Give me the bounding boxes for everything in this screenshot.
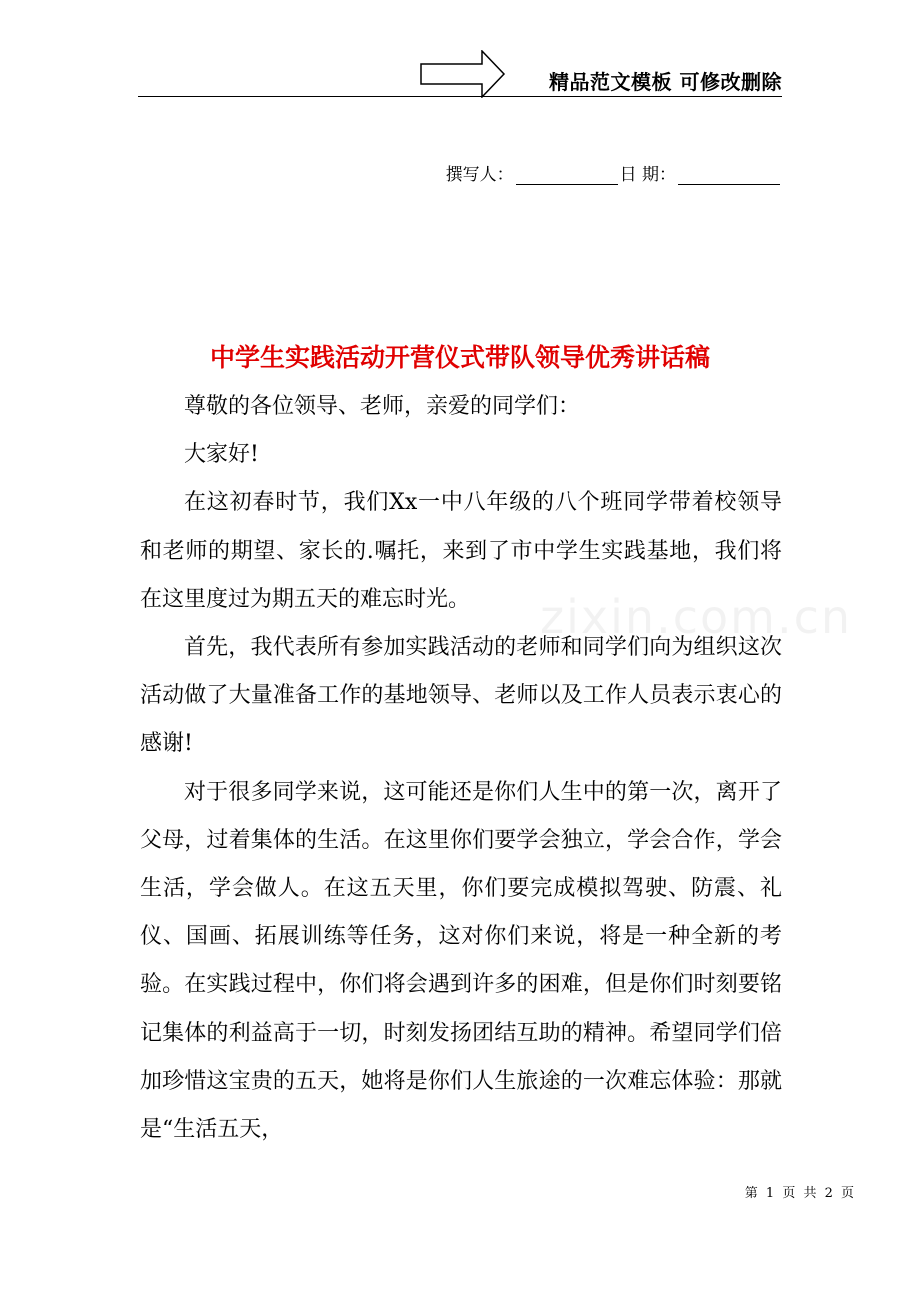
paragraph-intro: 在这初春时节，我们Xx一中八年级的八个班同学带着校领导和老师的期望、家长的.嘱托，来到了市中学生实践基地，我们将在这里度过为期五天的难忘时光。 [140, 490, 782, 612]
watermark: zixin.com.cn [540, 590, 853, 644]
author-label: 撰写人： [445, 165, 514, 185]
meta-line [446, 160, 782, 185]
paragraph-thanks: 首先，我代表所有参加实践活动的老师和同学们向为组织这次活动做了大量准备工作的基地领导、老师以及工作人员表示衷心的感谢! [140, 635, 782, 757]
date-label: 日 期： [619, 165, 676, 185]
header-banner: 精品范文模板 可修改删除 [549, 70, 782, 94]
paragraph-greeting: 尊敬的各位领导、老师，亲爱的同学们： [184, 394, 581, 419]
date-blank-field[interactable] [678, 166, 780, 185]
paragraph-hello: 大家好! [184, 442, 259, 468]
header-divider [138, 96, 782, 97]
author-blank-field[interactable] [516, 166, 618, 185]
document-body [140, 383, 782, 1154]
paragraph-main: 对于很多同学来说，这可能还是你们人生中的第一次，离开了父母，过着集体的生活。在这里你们要学会独立，学会合作，学会生活，学会做人。在这五天里，你们要完成模拟驾驶、防震、礼仪、国画、拓展训练等任务，这对你们来说，将是一种全新的考验。在实践过程中，你们将会遇到许多的困难，但是你们时刻要铭记集体的利益高于一切，时刻发扬团结互助的精神。希望同学们倍加珍惜这宝贵的五天，她将是你们人生旅途的一次难忘体验：那就是“生活五天， [140, 779, 782, 1143]
document-title: 中学生实践活动开营仪式带队领导优秀讲话稿 [209, 343, 710, 372]
page-footer: 第 1 页 共 2 页 [744, 1186, 854, 1201]
arrow-icon [420, 50, 506, 98]
